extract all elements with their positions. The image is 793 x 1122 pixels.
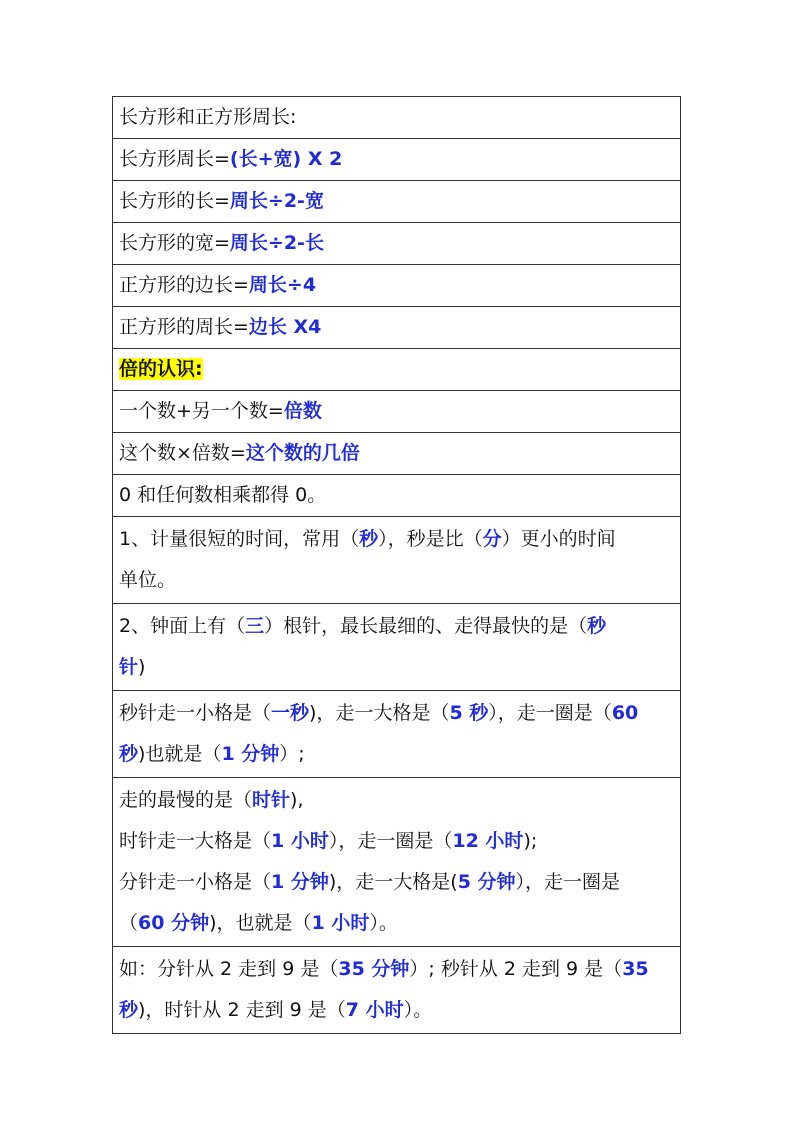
row-text: )，走一大格是（: [309, 702, 450, 724]
answer-text: 1 分钟: [271, 871, 329, 893]
table-row: [113, 307, 681, 349]
table-row: [113, 517, 681, 604]
table-cell: [113, 947, 681, 1034]
table-row: [113, 265, 681, 307]
answer-text: 倍数: [283, 400, 322, 422]
row-text: ）。: [369, 912, 398, 934]
answer-text: 秒: [587, 615, 607, 637]
text-line: [119, 862, 674, 903]
answer-text: 60: [611, 702, 639, 724]
row-text: 一个数+另一个数=: [119, 400, 284, 422]
table-row: [113, 181, 681, 223]
text-line: [119, 734, 674, 775]
table-row: [113, 604, 681, 691]
table-row: [113, 947, 681, 1034]
answer-text: 秒: [119, 743, 139, 765]
row-text: 长方形的长=: [119, 190, 230, 212]
table-row: [113, 391, 681, 433]
answer-text: 时针: [252, 789, 291, 811]
answer-text: 60 分钟: [138, 912, 210, 934]
answer-text: 1 小时: [271, 830, 329, 852]
text-line: [119, 606, 674, 647]
text-line: [119, 519, 674, 560]
row-text: ）根针，最长最细的、走得最快的是（: [264, 615, 588, 637]
table-cell: [113, 97, 681, 139]
row-text: );: [523, 830, 538, 852]
row-text: 2、钟面上有（: [119, 615, 246, 637]
table-cell: [113, 223, 681, 265]
text-line: [119, 949, 674, 990]
answer-text: 针: [119, 656, 139, 678]
text-line: [119, 780, 674, 821]
formula-table-container: [112, 96, 681, 1034]
answer-text: 周长÷2-宽: [229, 190, 324, 212]
table-cell: [113, 691, 681, 778]
table-row: [113, 475, 681, 517]
row-text: ），秒是比（: [378, 528, 483, 550]
row-text: 正方形的边长=: [119, 274, 249, 296]
answer-text: 1 分钟: [221, 743, 280, 765]
table-row: [113, 691, 681, 778]
row-text: 长方形的宽=: [119, 232, 230, 254]
answer-text: 三: [245, 615, 265, 637]
row-text: 单位。: [119, 569, 177, 591]
row-text: ），走一圈是: [515, 871, 621, 893]
row-text: ）;: [279, 743, 305, 765]
text-line: [119, 693, 674, 734]
answer-text: (长+宽) X 2: [229, 148, 343, 170]
table-row: [113, 433, 681, 475]
row-text: 这个数×倍数=: [119, 442, 246, 464]
answer-text: 5 分钟: [457, 871, 516, 893]
answer-text: 秒: [119, 999, 139, 1021]
row-text: 如：分针从 2 走到 9 是（: [119, 958, 339, 980]
table-cell: [113, 349, 681, 391]
row-text: ）更小的时间: [501, 528, 616, 550]
row-text: )，也就是（: [209, 912, 312, 934]
answer-text: 7 小时: [345, 999, 404, 1021]
table-row: [113, 349, 681, 391]
row-text: ）。: [403, 999, 433, 1021]
answer-text: 边长 X4: [248, 316, 322, 338]
row-text: ）; 秒针从 2 走到 9 是（: [409, 958, 623, 980]
table-row: [113, 97, 681, 139]
row-text: ),: [290, 789, 304, 811]
table-row: [113, 223, 681, 265]
formula-table: [112, 96, 681, 1034]
answer-text: 5 秒: [449, 702, 489, 724]
answer-text: 周长÷2-长: [229, 232, 324, 254]
row-text: 长方形周长=: [119, 148, 230, 170]
table-cell: [113, 778, 681, 947]
table-cell: [113, 517, 681, 604]
answer-text: 这个数的几倍: [245, 442, 360, 464]
answer-text: 周长÷4: [248, 274, 317, 296]
row-text: 走的最慢的是（: [119, 789, 253, 811]
row-text: )，走一大格是(: [328, 871, 458, 893]
table-cell: [113, 604, 681, 691]
text-line: [119, 903, 674, 944]
text-line: [119, 560, 674, 601]
row-text: ): [138, 656, 146, 678]
row-text: 秒针走一小格是（: [119, 702, 272, 724]
row-text: 长方形和正方形周长:: [119, 106, 297, 128]
row-text: 时针走一大格是（: [119, 830, 272, 852]
section-heading: 倍的认识:: [119, 358, 203, 380]
answer-text: 35: [622, 958, 649, 980]
answer-text: 分: [482, 528, 502, 550]
answer-text: 12 小时: [452, 830, 524, 852]
text-line: [119, 647, 674, 688]
row-text: 正方形的周长=: [119, 316, 249, 338]
table-cell: [113, 307, 681, 349]
table-row: [113, 139, 681, 181]
row-text: 分针走一小格是（: [119, 871, 272, 893]
answer-text: 1 小时: [311, 912, 370, 934]
row-text: )也就是（: [138, 743, 222, 765]
answer-text: 秒: [359, 528, 379, 550]
table-cell: [113, 139, 681, 181]
text-line: [119, 990, 674, 1031]
row-text: ），走一圈是（: [328, 830, 453, 852]
row-text: （: [119, 912, 139, 934]
table-cell: [113, 265, 681, 307]
table-cell: [113, 181, 681, 223]
answer-text: 一秒: [271, 702, 310, 724]
table-cell: [113, 475, 681, 517]
row-text: 1、计量很短的时间，常用（: [119, 528, 360, 550]
table-cell: [113, 433, 681, 475]
row-text: ），走一圈是（: [488, 702, 612, 724]
row-text: 0 和任何数相乘都得 0。: [119, 484, 327, 506]
row-text: )，时针从 2 走到 9 是（: [138, 999, 346, 1021]
text-line: [119, 821, 674, 862]
answer-text: 35 分钟: [338, 958, 410, 980]
table-row: [113, 778, 681, 947]
table-cell: [113, 391, 681, 433]
